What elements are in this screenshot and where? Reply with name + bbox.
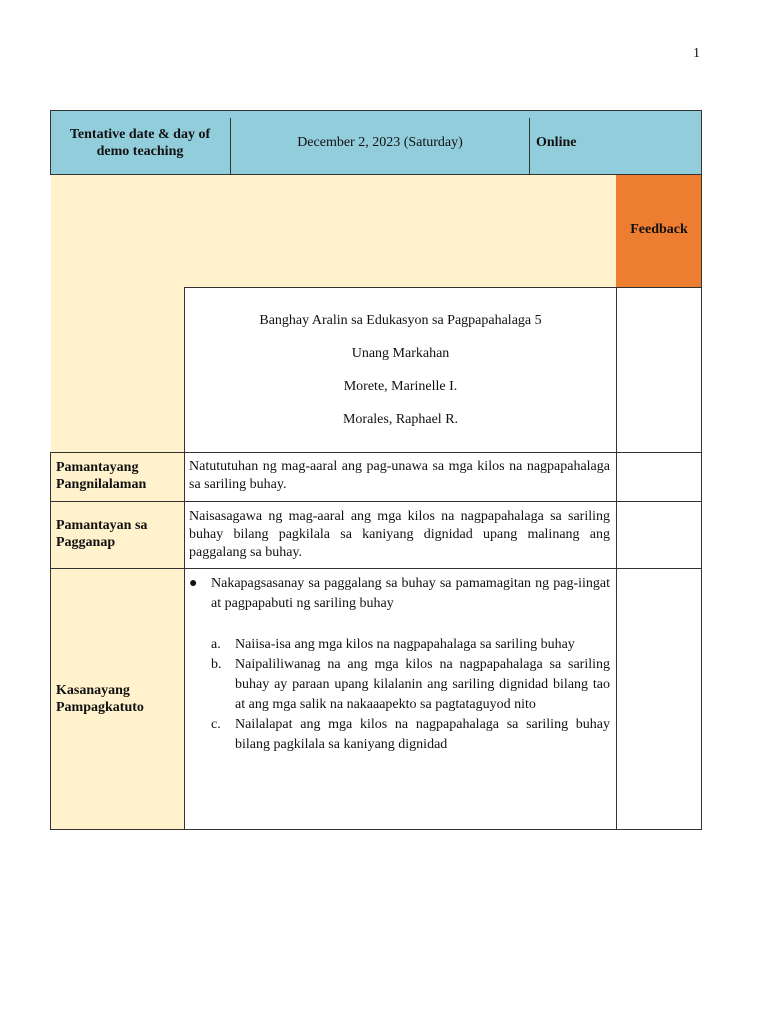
competency-item-c — [211, 715, 610, 755]
item-c-text: Nailalapat ang mga kilos na nagpapahalaga sa sariling buhay bilang pagkilala sa kaniyang dignidad — [235, 717, 610, 752]
competency-item-b — [211, 655, 610, 715]
title-lines — [185, 312, 616, 429]
cream-top-area — [51, 175, 616, 287]
bullet-dot: ● — [189, 576, 198, 591]
competency-content — [189, 574, 610, 755]
page-number: 1 — [693, 46, 700, 61]
competency-bullet-text: Nakapagsasanay sa paggalang sa buhay sa pamamagitan ng pag-iingat at pagpapabuti ng sariling buhay — [211, 576, 610, 611]
header-divider-2 — [529, 118, 530, 174]
author-1: Morete, Marinelle I. — [343, 379, 458, 394]
header-label: Tentative date & day of demo teaching — [69, 127, 211, 159]
outer-bottom-border — [50, 829, 702, 830]
quarter-title: Unang Markahan — [351, 346, 450, 361]
cream-left-column — [51, 287, 184, 829]
row-divider-1 — [50, 452, 702, 453]
row-divider-2 — [50, 501, 702, 502]
item-c-mark: c. — [211, 717, 221, 732]
feedback-label: Feedback — [630, 222, 688, 237]
header-mode: Online — [536, 135, 577, 150]
feedback-cell-title — [616, 287, 702, 453]
competency-label: Kasanayang Pampagkatuto — [56, 683, 144, 715]
feedback-divider — [616, 452, 617, 829]
outer-right-border — [701, 175, 702, 830]
competency-bullet — [189, 574, 610, 614]
lesson-plan-title: Banghay Aralin sa Edukasyon sa Pagpapahalaga 5 — [259, 313, 542, 328]
content-standard-text: Natututuhan ng mag-aaral ang pag-unawa sa mga kilos na nagpapahalaga sa sariling buhay. — [189, 459, 610, 492]
content-standard-label: Pamantayang Pangnilalaman — [56, 460, 147, 492]
row-divider-3 — [50, 568, 702, 569]
author-2: Morales, Raphael R. — [342, 412, 459, 427]
performance-standard-text: Naisasagawa ng mag-aaral ang mga kilos na nagpapahalaga sa sariling buhay bilang pagkilala sa kaniyang dignidad upang malinang ang paggalang sa buhay. — [189, 509, 610, 560]
performance-standard-label: Pamantayan sa Pagganap — [56, 518, 148, 550]
item-b-text: Naipaliliwanag na ang mga kilos na nagpapahalaga sa sariling buhay ay paraan upang kilalanin ang sariling dignidad bilang tao at ang mga salik na nakaaapekto sa pagtataguyod nito — [235, 657, 610, 712]
item-a-text: Naiisa-isa ang mga kilos na nagpapahalaga sa sariling buhay — [235, 637, 575, 652]
competency-item-a — [211, 635, 610, 655]
outer-left-border — [50, 452, 51, 830]
header-date: December 2, 2023 (Saturday) — [297, 135, 463, 150]
col-divider-row1 — [184, 452, 185, 829]
item-a-mark: a. — [211, 637, 221, 652]
item-b-mark: b. — [211, 657, 222, 672]
